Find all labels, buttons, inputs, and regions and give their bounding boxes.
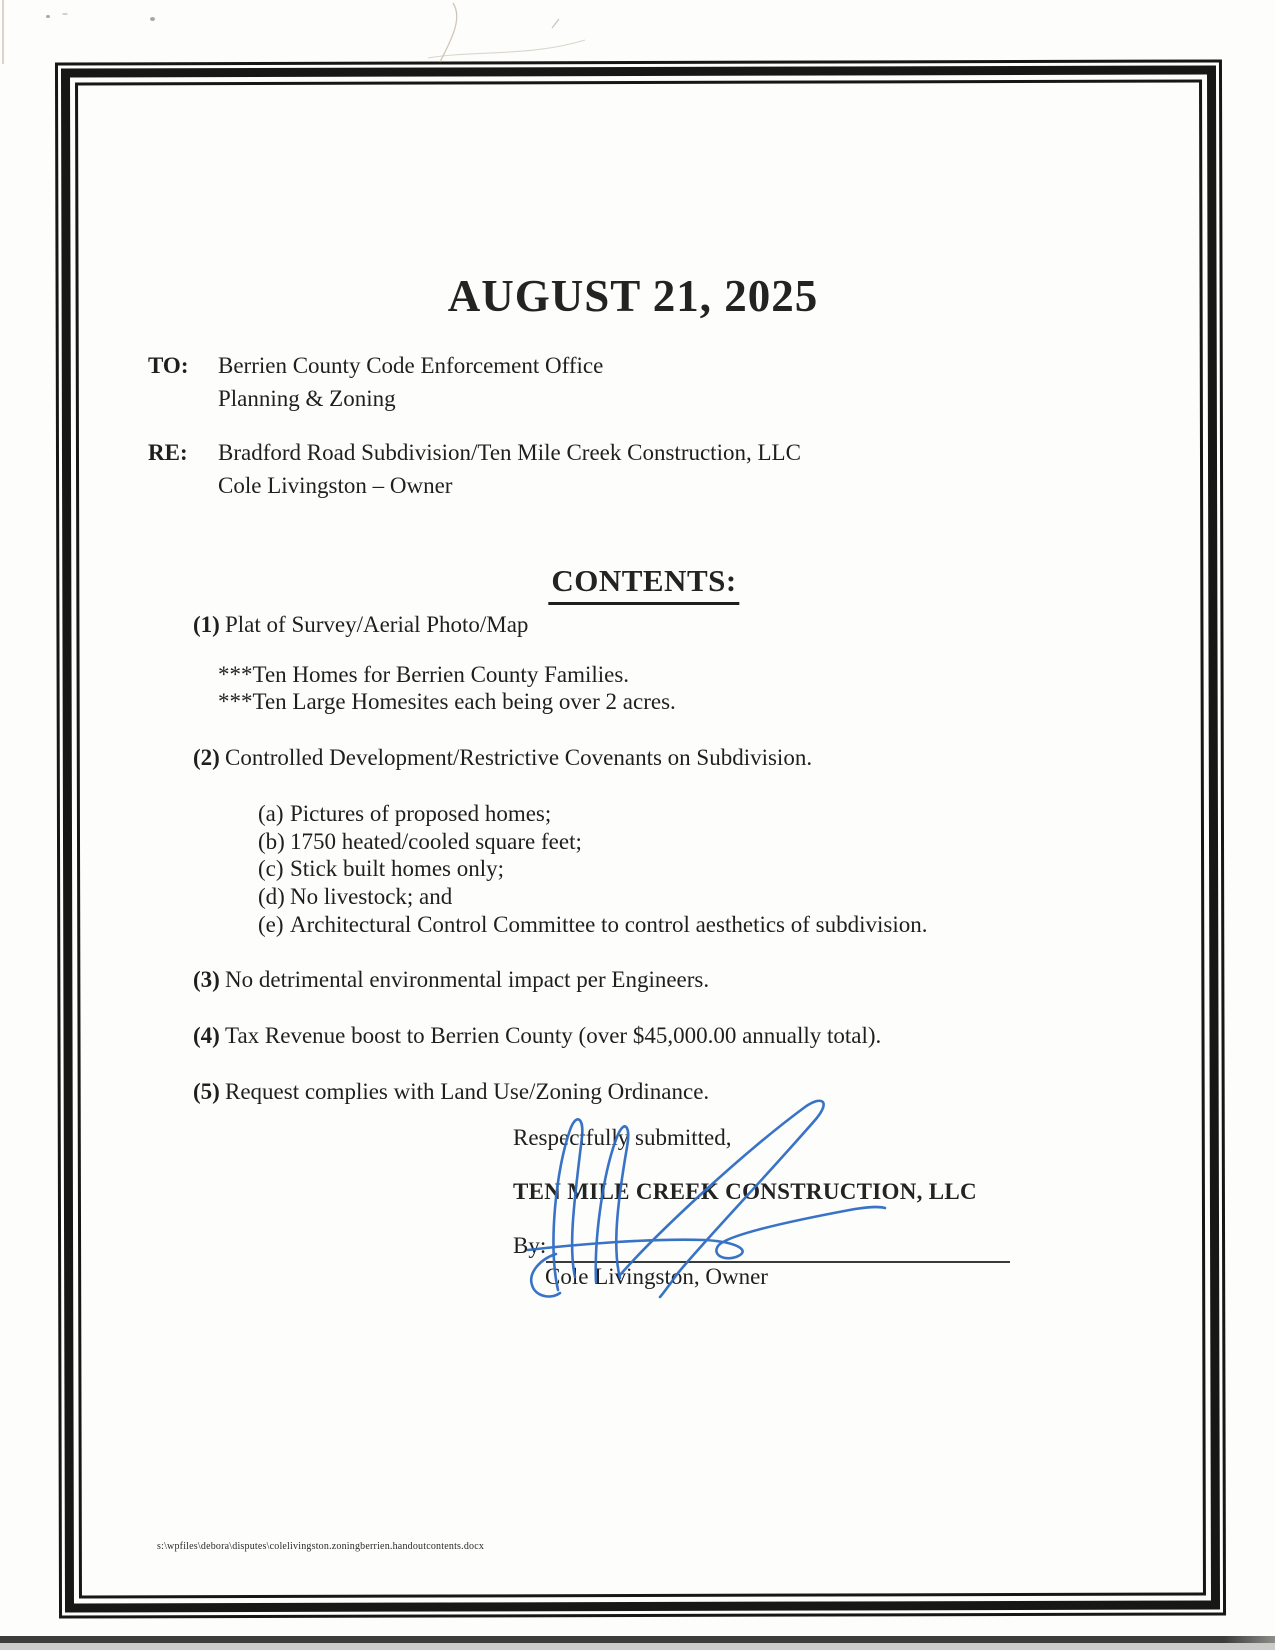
by-label: By: [513, 1233, 547, 1258]
sub-list-item-d [258, 884, 452, 910]
list-item-text: Request complies with Land Use/Zoning Ordinance. [225, 1079, 710, 1104]
list-item-1 [193, 612, 528, 638]
list-item-number: (2) [193, 745, 220, 770]
sub-item-letter: (c) [258, 856, 284, 881]
contents-heading: CONTENTS: [548, 563, 739, 605]
scan-speck [62, 13, 68, 15]
sub-item-text: Pictures of proposed homes; [290, 801, 552, 826]
sub-list-item-a [258, 801, 551, 827]
list-item-text: Controlled Development/Restrictive Covenants on Subdivision. [225, 745, 813, 770]
to-line: Planning & Zoning [218, 386, 396, 411]
list-item-number: (5) [193, 1079, 220, 1104]
list-item-2 [193, 745, 812, 771]
sub-item-letter: (e) [258, 912, 284, 937]
sub-item-text: No livestock; and [290, 884, 453, 909]
sub-list-item-c [258, 856, 504, 882]
sub-list-item-b [258, 829, 582, 855]
sub-item-text: 1750 heated/cooled square feet; [290, 829, 582, 854]
file-path: s:\wpfiles\debora\disputes\colelivingston.zoningberrien.handoutcontents.docx [157, 1541, 485, 1552]
list-item-text: Plat of Survey/Aerial Photo/Map [225, 612, 529, 637]
scan-edge-band-light [0, 1643, 1275, 1650]
sub-item-letter: (b) [258, 829, 285, 854]
re-label: RE: [148, 440, 188, 465]
re-line: Cole Livingston – Owner [218, 473, 453, 498]
signature-line [546, 1261, 1010, 1263]
signer-name: Cole Livingston, Owner [545, 1264, 768, 1289]
to-block [148, 349, 603, 415]
re-lines [218, 436, 801, 502]
company-name: TEN MILE CREEK CONSTRUCTION, LLC [513, 1179, 977, 1204]
sub-item-letter: (a) [258, 801, 284, 826]
list-item-3 [193, 967, 709, 993]
note-line: ***Ten Homes for Berrien County Families. [218, 662, 630, 687]
scan-speck [150, 17, 155, 21]
re-line: Bradford Road Subdivision/Ten Mile Creek Construction, LLC [218, 440, 801, 465]
scan-speck [46, 15, 50, 18]
list-item-5 [193, 1079, 709, 1105]
to-lines [218, 349, 603, 415]
list-item-number: (1) [193, 612, 220, 637]
to-line: Berrien County Code Enforcement Office [218, 353, 604, 378]
document-title: AUGUST 21, 2025 [447, 271, 819, 321]
list-item-number: (4) [193, 1023, 220, 1048]
re-block [148, 436, 801, 502]
scan-crease-artifact [380, 0, 640, 70]
list-item-text: Tax Revenue boost to Berrien County (over $45,000.00 annually total). [225, 1023, 882, 1048]
sub-item-text: Stick built homes only; [290, 856, 505, 881]
list-item-number: (3) [193, 967, 220, 992]
sub-list-item-e [258, 912, 928, 938]
sub-item-letter: (d) [258, 884, 285, 909]
note-line: ***Ten Large Homesites each being over 2 acres. [218, 689, 676, 714]
salutation: Respectfully submitted, [513, 1125, 732, 1150]
sub-item-text: Architectural Control Committee to control aesthetics of subdivision. [290, 912, 928, 937]
to-label: TO: [148, 353, 189, 378]
scan-edge-band [0, 1636, 1275, 1643]
list-item-4 [193, 1023, 881, 1049]
scan-edge-shadow [2, 0, 4, 64]
list-item-text: No detrimental environmental impact per Engineers. [225, 967, 710, 992]
